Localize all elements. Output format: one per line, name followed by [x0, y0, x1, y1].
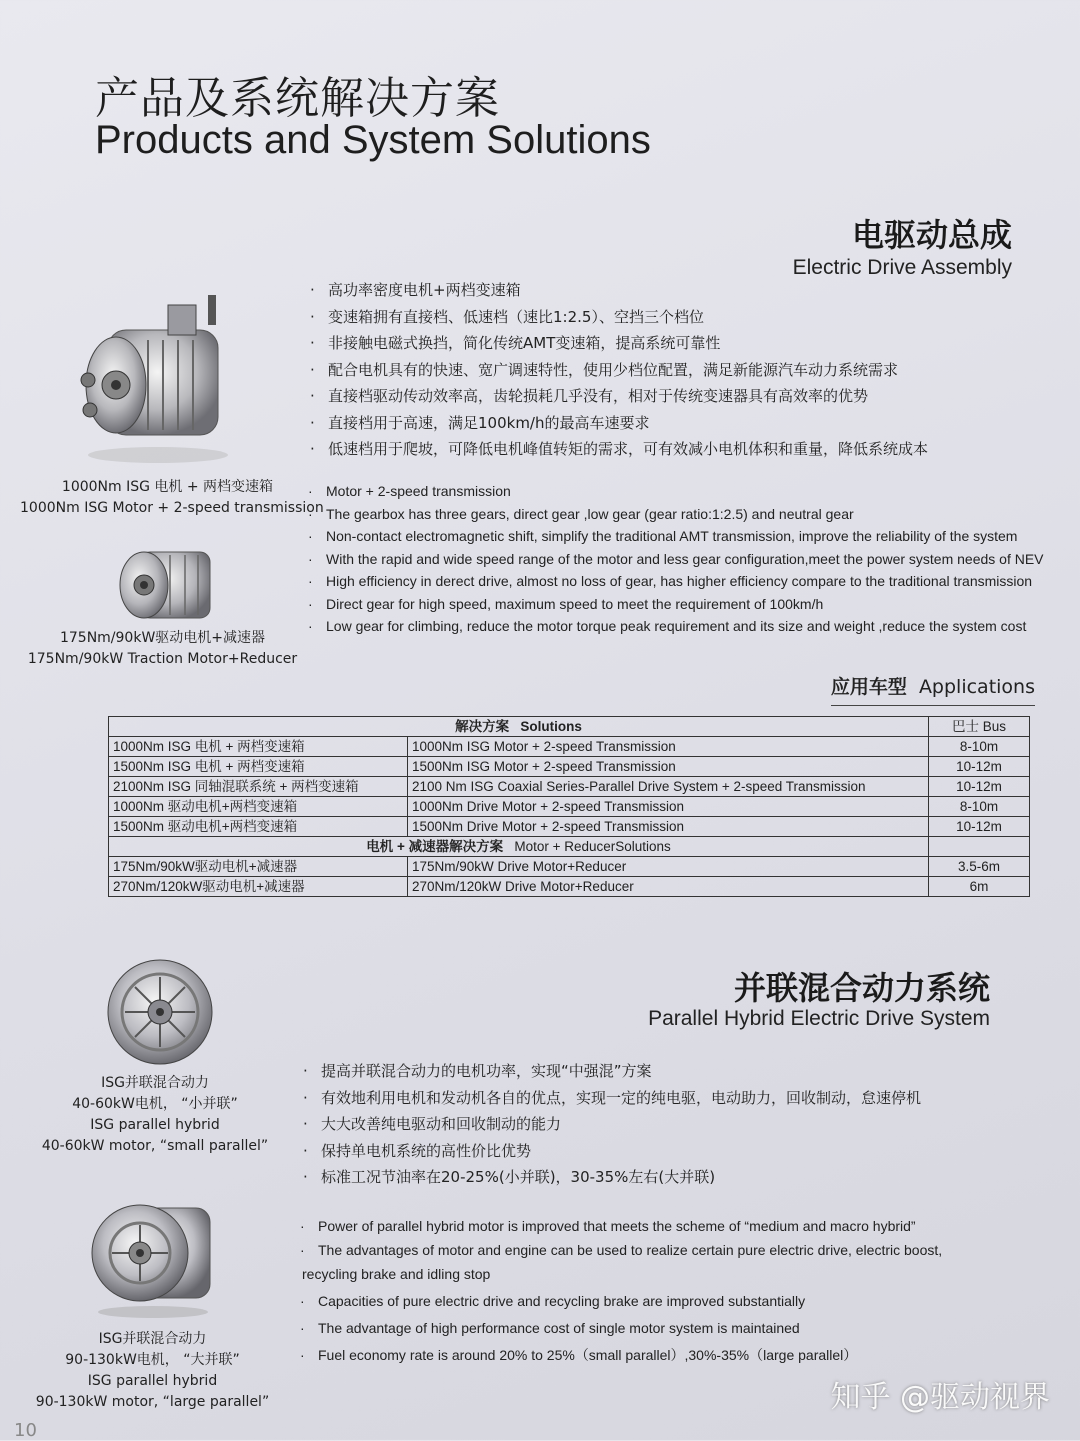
list-item: · 提高并联混合动力的电机功率，实现“中强混”方案 — [303, 1058, 921, 1085]
list-item: · With the rapid and wide speed range of the motor and less gear configuration,meet the power system needs of NEV — [308, 548, 1044, 571]
table-row: 2100Nm ISG 同轴混联系统 + 两档变速箱 2100 Nm ISG Coaxial Series-Parallel Drive System + 2-speed Transmission 10-12m — [109, 777, 1030, 797]
electric-drive-features-cn — [310, 277, 928, 463]
electric-drive-features-en — [308, 480, 1044, 638]
list-item: · Direct gear for high speed, maximum speed to meet the requirement of 100km/h — [308, 593, 1044, 616]
list-item: · 标准工况节油率在20-25%(小并联)，30-35%左右(大并联) — [303, 1164, 921, 1191]
list-item: · 直接档驱动传动效率高，齿轮损耗几乎没有，相对于传统变速器具有高效率的优势 — [310, 383, 928, 410]
list-item: · Non-contact electromagnetic shift, simplify the traditional AMT transmission, improve the reliability of the system — [308, 525, 1044, 548]
table-row: 270Nm/120kW驱动电机+减速器 270Nm/120kW Drive Motor+Reducer 6m — [109, 877, 1030, 897]
large-parallel-caption: ISG并联混合动力 90-130kW电机， “大并联” ISG parallel hybrid 90-130kW motor, “large parallel” — [35, 1331, 270, 1410]
list-item: · 低速档用于爬坡，可降低电机峰值转矩的需求，可有效减小电机体积和重量，降低系统成本 — [310, 436, 928, 463]
small-parallel-caption: ISG并联混合动力 40-60kW电机， “小并联” ISG parallel hybrid 40-60kW motor, “small parallel” — [41, 1075, 269, 1154]
traction-motor-image — [110, 540, 220, 630]
table-row: 1000Nm 驱动电机+两档变速箱 1000Nm Drive Motor + 2-speed Transmission 8-10m — [109, 797, 1030, 817]
page-number: 10 — [14, 1420, 37, 1441]
electric-drive-title-en: Electric Drive Assembly — [792, 256, 1012, 279]
list-item: · 配合电机具有的快速、宽广调速特性，使用少档位配置，满足新能源汽车动力系统需求 — [310, 357, 928, 384]
list-item: · 高功率密度电机+两档变速箱 — [310, 277, 928, 304]
parallel-hybrid-title-cn: 并联混合动力系统 — [733, 969, 990, 1007]
solutions-table — [108, 716, 1030, 897]
bus-header: 巴士 Bus — [929, 717, 1030, 737]
list-item: · 大大改善纯电驱动和回收制动的能力 — [303, 1111, 921, 1138]
large-parallel-motor-image — [85, 1190, 220, 1320]
product-2-cn: 175Nm/90kW驱动电机+减速器 — [59, 630, 266, 646]
applications-title-cn: 应用车型 — [830, 676, 907, 698]
electric-drive-title-cn: 电驱动总成 — [851, 216, 1012, 254]
list-item: · 直接档用于高速，满足100km/h的最高车速要求 — [310, 410, 928, 437]
parallel-hybrid-features-cn — [303, 1058, 921, 1191]
small-parallel-motor-image — [100, 955, 220, 1070]
table-row: 1500Nm ISG 电机 + 两档变速箱 1500Nm ISG Motor + 2-speed Transmission 10-12m — [109, 757, 1030, 777]
list-item: · 有效地利用电机和发动机各自的优点，实现一定的纯电驱，电动助力，回收制动，怠速停机 — [303, 1085, 921, 1112]
list-item: · Low gear for climbing, reduce the motor torque peak requirement and its size and weight ,reduce the system cost — [308, 615, 1044, 638]
watermark: 知乎 @驱动视界 — [830, 1380, 1050, 1415]
solutions-header: 解决方案 Solutions — [109, 717, 929, 737]
isg-gearbox-image — [68, 285, 248, 465]
list-item: · 变速箱拥有直接档、低速档（速比1:2.5）、空挡三个档位 — [310, 304, 928, 331]
table-header-row — [109, 717, 1030, 737]
applications-title-en: Applications — [918, 676, 1035, 698]
product-2-caption — [20, 628, 305, 670]
list-item: · Power of parallel hybrid motor is improved that meets the scheme of “medium and macro hybrid” — [300, 1213, 942, 1239]
list-item: · 非接触电磁式换挡，简化传统AMT变速箱，提高系统可靠性 — [310, 330, 928, 357]
list-item: · Capacities of pure electric drive and recycling brake are improved substantially — [300, 1287, 942, 1315]
page-title-en: Products and System Solutions — [95, 118, 651, 162]
list-item: · The advantage of high performance cost of single motor system is maintained — [300, 1315, 942, 1342]
parallel-hybrid-features-en — [300, 1213, 942, 1369]
list-item-continuation: recycling brake and idling stop — [302, 1266, 491, 1282]
applications-heading — [831, 672, 1035, 706]
motor-reducer-header: 电机 + 减速器解决方案 Motor + ReducerSolutions — [109, 837, 929, 857]
list-item: · High efficiency in derect drive, almost no loss of gear, has higher efficiency compare to the traditional transmission — [308, 570, 1044, 593]
table-subheader-row — [109, 837, 1030, 857]
list-item: · The gearbox has three gears, direct gear ,low gear (gear ratio:1:2.5) and neutral gear — [308, 503, 1044, 526]
product-1-en: 1000Nm ISG Motor + 2-speed transmission — [20, 500, 324, 516]
list-item: · Motor + 2-speed transmission — [308, 480, 1044, 503]
parallel-hybrid-title-en: Parallel Hybrid Electric Drive System — [648, 1007, 990, 1030]
table-row: 1000Nm ISG 电机 + 两档变速箱 1000Nm ISG Motor + 2-speed Transmission 8-10m — [109, 737, 1030, 757]
table-row: 1500Nm 驱动电机+两档变速箱 1500Nm Drive Motor + 2-speed Transmission 10-12m — [109, 817, 1030, 837]
list-item: · Fuel economy rate is around 20% to 25%（small parallel）,30%-35%（large parallel） — [300, 1342, 942, 1369]
list-item: · 保持单电机系统的高性价比优势 — [303, 1138, 921, 1165]
product-1-caption — [20, 477, 324, 519]
list-item: · The advantages of motor and engine can be used to realize certain pure electric drive, electric boost, — [300, 1239, 942, 1261]
product-2-en: 175Nm/90kW Traction Motor+Reducer — [27, 651, 298, 667]
table-row: 175Nm/90kW驱动电机+减速器 175Nm/90kW Drive Motor+Reducer 3.5-6m — [109, 857, 1030, 877]
product-1-cn: 1000Nm ISG 电机 + 两档变速箱 — [61, 479, 274, 495]
page-title-cn: 产品及系统解决方案 — [95, 73, 500, 124]
